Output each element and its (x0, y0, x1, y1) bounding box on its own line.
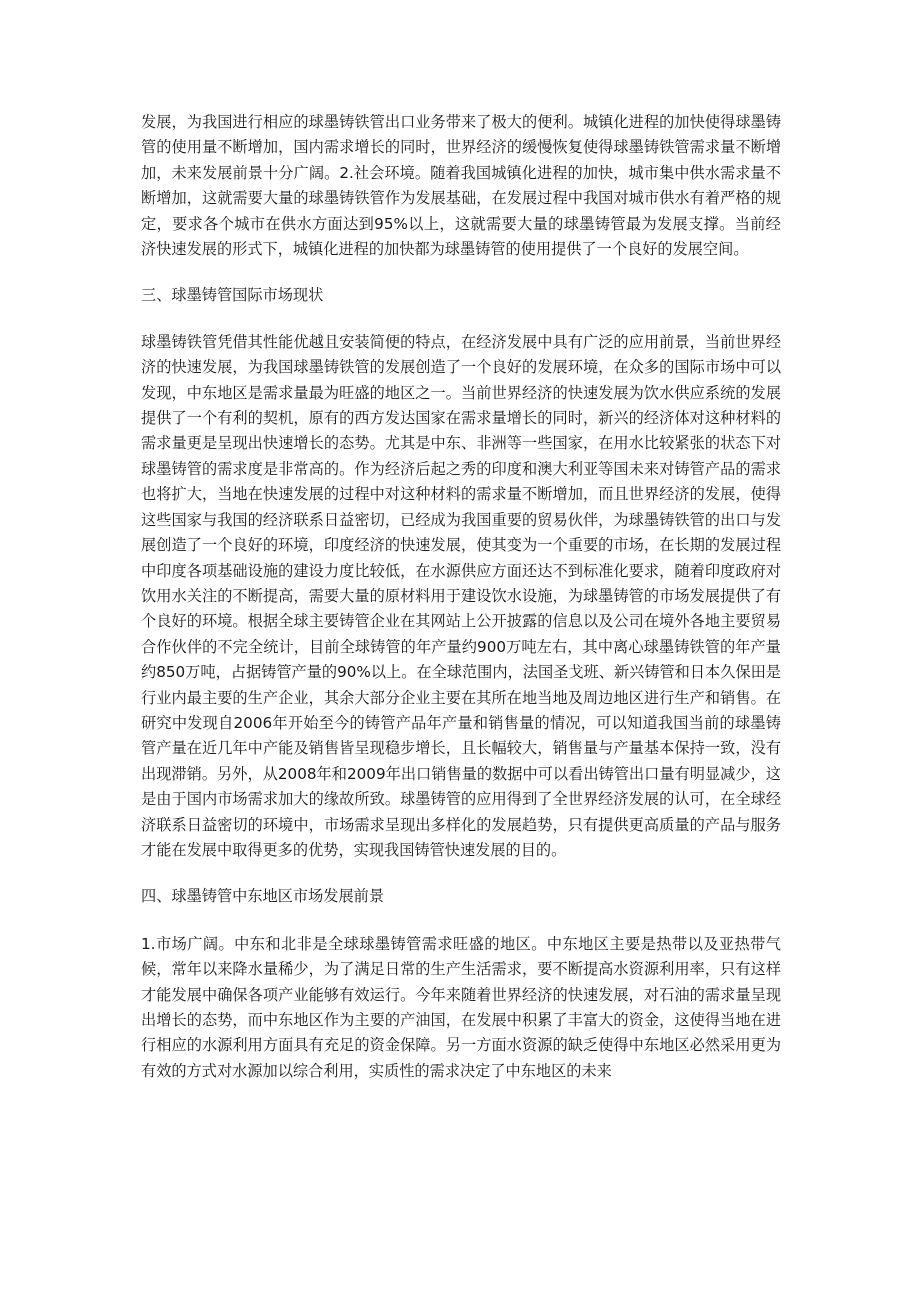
paragraph-urbanization: 发展，为我国进行相应的球墨铸铁管出口业务带来了极大的便利。城镇化进程的加快使得球墨铸管的使用量不断增加，国内需求增长的同时，世界经济的缓慢恢复使得球墨铸铁管需求量不断增加，未来发展前景十分广阔。2.社会环境。随着我国城镇化进程的加快，城市集中供水需求量不断增加，这就需要大量的球墨铸铁管作为发展基础，在发展过程中我国对城市供水有着严格的规定，要求各个城市在供水方面达到95%以上，这就需要大量的球墨铸管最为发展支撑。当前经济快速发展的形式下，城镇化进程的加快都为球墨铸管的使用提供了一个良好的发展空间。 (141, 113, 781, 259)
section-heading-international-market: 三、球墨铸管国际市场现状 (141, 286, 324, 305)
section-heading-middle-east: 四、球墨铸管中东地区市场发展前景 (141, 887, 384, 906)
document-body (141, 110, 781, 1084)
paragraph-international-market: 球墨铸铁管凭借其性能优越且安装简便的特点，在经济发展中具有广泛的应用前景，当前世界经济的快速发展，为我国球墨铸铁管的发展创造了一个良好的发展环境，在众多的国际市场中可以发现，中东地区是需求量最为旺盛的地区之一。当前世界经济的快速发展为饮水供应系统的发展提供了一个有利的契机，原有的西方发达国家在需求量增长的同时，新兴的经济体对这种材料的需求量更是呈现出快速增长的态势。尤其是中东、非洲等一些国家，在用水比较紧张的状态下对球墨铸管的需求度是非常高的。作为经济后起之秀的印度和澳大利亚等国未来对铸管产品的需求也将扩大，当地在快速发展的过程中对这种材料的需求量不断增加，而且世界经济的发展，使得这些国家与我国的经济联系日益密切，已经成为我国重要的贸易伙伴，为球墨铸铁管的出口与发展创造了一个良好的环境，印度经济的快速发展，使其变为一个重要的市场，在长期的发展过程中印度各项基础设施的建设力度比较低，在水源供应方面还达不到标准化要求，随着印度政府对饮用水关注的不断提高，需要大量的原材料用于建设饮水设施，为球墨铸管的市场发展提供了有个良好的环境。根据全球主要铸管企业在其网站上公开披露的信息以及公司在境外各地主要贸易合作伙伴的不完全统计，目前全球铸管的年产量约900万吨左右，其中离心球墨铸铁管的年产量约850万吨，占据铸管产量的90%以上。在全球范围内，法国圣戈班、新兴铸管和日本久保田是行业内最主要的生产企业，其余大部分企业主要在其所在地当地及周边地区进行生产和销售。在研究中发现自2006年开始至今的铸管产品年产量和销售量的情况，可以知道我国当前的球墨铸管产量在近几年中产能及销售皆呈现稳步增长，且长幅较大，销售量与产量基本保持一致，没有出现滞销。另外，从2008年和2009年出口销售量的数据中可以看出铸管出口量有明显减少，这是由于国内市场需求加大的缘故所致。球墨铸管的应用得到了全世界经济发展的认可，在全球经济联系日益密切的环境中，市场需求呈现出多样化的发展趋势，只有提供更高质量的产品与服务才能在发展中取得更多的优势，实现我国铸管快速发展的目的。 (141, 332, 781, 859)
paragraph-middle-east-market: 1.市场广阔。中东和北非是全球球墨铸管需求旺盛的地区。中东地区主要是热带以及亚热带气候，常年以来降水量稀少，为了满足日常的生产生活需求，要不断提高水资源利用率，只有这样才能发展中确保各项产业能够有效运行。今年来随着世界经济的快速发展，对石油的需求量呈现出增长的态势，而中东地区作为主要的产油国，在发展中积累了丰富大的资金，这使得当地在进行相应的水源利用方面具有充足的资金保障。另一方面水资源的缺乏使得中东地区必然采用更为有效的方式对水源加以综合利用，实质性的需求决定了中东地区的未来 (141, 934, 781, 1080)
